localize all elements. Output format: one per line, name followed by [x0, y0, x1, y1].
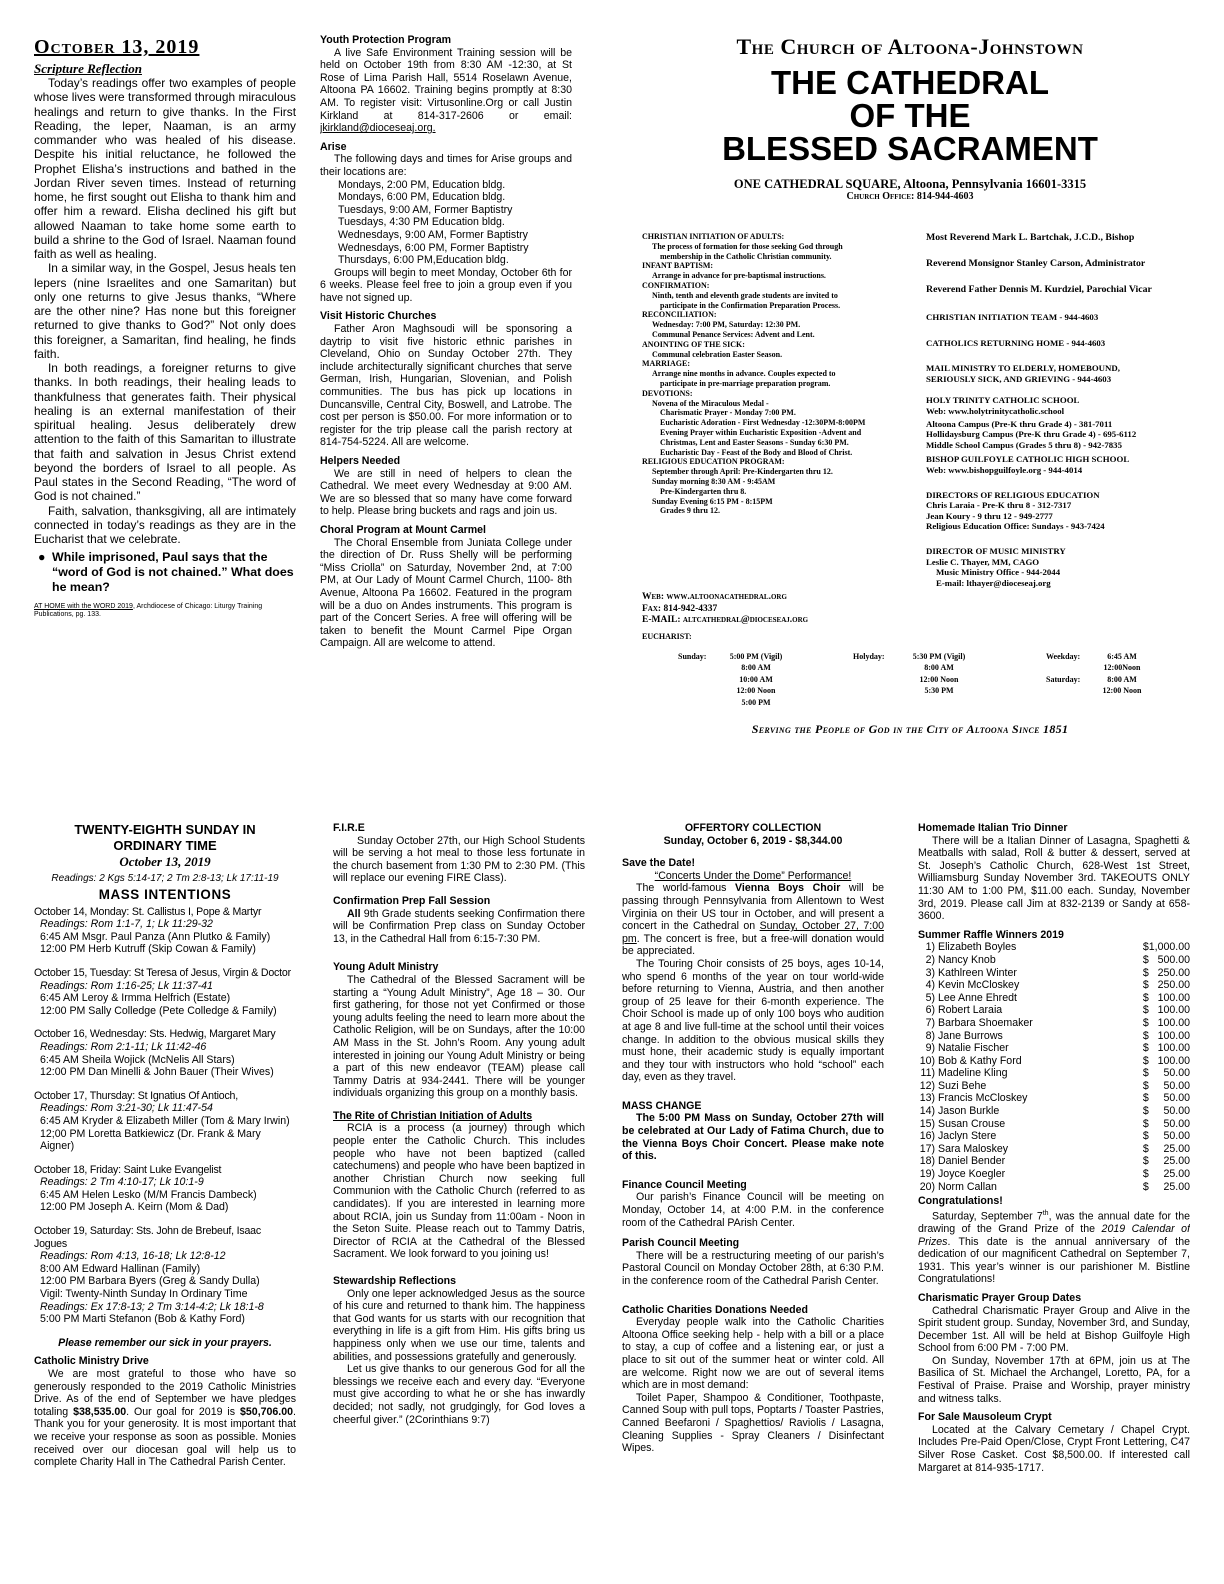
intention-day-heading: October 17, Thursday: St Ignatius Of Antioch,: [34, 1089, 238, 1102]
raffle-row: [918, 979, 1190, 992]
parish-council-title: Parish Council Meeting: [622, 1237, 740, 1250]
raffle-amount: $ 25.00: [1142, 1155, 1190, 1168]
saturday-label: Saturday:: [1046, 675, 1081, 684]
mail-ministry-2: SERIOUSLY SICK, AND GRIEVING - 944-4603: [926, 373, 1112, 384]
sacrament-line: Communal Penance Services: Advent and Lent.: [652, 329, 815, 339]
raffle-row: [918, 1118, 1190, 1131]
weekday-label: Weekday:: [1046, 652, 1081, 661]
crypt-title: For Sale Mausoleum Crypt: [918, 1411, 1052, 1424]
raffle-row: [918, 967, 1190, 980]
helpers-title: Helpers Needed: [320, 455, 401, 467]
middle-school-campus: Middle School Campus (Grades 5 thru 8) - 942-7835: [926, 439, 1122, 450]
sacrament-line: Novena of the Miraculous Medal -: [652, 398, 769, 408]
sacrament-line: Charismatic Prayer - Monday 7:00 PM.: [660, 408, 796, 418]
bishop-guilfoyle: BISHOP GUILFOYLE CATHOLIC HIGH SCHOOL: [926, 454, 1130, 465]
raffle-amount: $ 100.00: [1142, 1029, 1190, 1042]
sacrament-line: Arrange in advance for pre-baptismal instructions.: [652, 271, 826, 281]
raffle-winner: Jaclyn Stere: [938, 1130, 997, 1143]
sacrament-line: CONFIRMATION:: [642, 280, 710, 290]
sacrament-line: RELIGIOUS EDUCATION PROGRAM:: [642, 457, 785, 467]
touring-choir-text: The Touring Choir consists of 25 boys, ages 10-14, who spend 6 months of the year on tour world-wide before returning to Vienna, Austria, and then another group of 25 leave for their 6-month experience. The Choir School is made up of only 100 boys who audition at age 8 and live full-time at the school until their voices change. In addition to the obvious musical skills they must hone, their academic study is equally important and they tour with instructors who hold “school” each day, even as they travel.: [622, 957, 884, 1084]
sacrament-line: Communal celebration Easter Season.: [652, 349, 783, 359]
raffle-row: [918, 1017, 1190, 1030]
raffle-number: 7): [925, 1016, 935, 1029]
offertory-title: OFFERTORY COLLECTION: [684, 822, 822, 834]
clergy-contacts: [926, 232, 1190, 632]
sacrament-line: Ninth, tenth and eleventh grade students are invited to: [652, 290, 838, 300]
raffle-amount: $ 50.00: [1142, 1105, 1190, 1118]
intention-readings: Readings: Ex 17:8-13; 2 Tm 3:14-4:2; Lk 18:1-8: [40, 1300, 264, 1313]
bishop: Most Reverend Mark L. Bartchak, J.C.D., Bishop: [926, 232, 1135, 243]
intention-row: Vigil: Twenty-Ninth Sunday In Ordinary Time: [40, 1288, 248, 1301]
raffle-winner: Kathlreen Winter: [938, 966, 1017, 979]
reflection-paragraph: In both readings, a foreigner returns to give thanks. In both readings, their healing leads to thankfulness that generates faith. Their physical healing is an external manifestation of their spiritual healing. Jesus deliberately drew attention to the faith of this Samaritan to illustrate that faith and salvation in Jesus Christ extend beyond the borders of Israel to all people. As Paul states in the Second Reading, “The word of God is not chained.”: [34, 361, 296, 504]
raffle-row: [918, 1155, 1190, 1168]
raffle-amount: $ 100.00: [1142, 1004, 1190, 1017]
raffle-winner: Natalie Fischer: [938, 1042, 1009, 1055]
sunday-readings: Readings: 2 Kgs 5:14-17; 2 Tm 2:8-13; Lk 17:11-19: [51, 873, 279, 884]
intention-row: 6:45 AM Msgr. Paul Panza (Ann Plutko & Family): [40, 930, 271, 943]
holyday-times: 5:30 PM (Vigil) 8:00 AM 12:00 Noon 5:30 PM: [912, 652, 966, 696]
email-link[interactable]: E-MAIL: altcathedral@dioceseaj.org: [642, 615, 809, 625]
raffle-number: 6): [925, 1004, 935, 1017]
stewardship-title: Stewardship Reflections: [333, 1275, 457, 1287]
stewardship-text-1: Only one leper acknowledged Jesus as the source of his cure and returned to thank him. The happiness that God wants for us starts with our recognition that everything in life is a gift from Him. His gifts bring us happiness only when we use our time, talents and abilities, and possessions gratefully and generously.: [333, 1287, 585, 1363]
young-adult-text: The Cathedral of the Blessed Sacrament will be starting a “Young Adult Ministry”, Age 18 – 30. Our first gathering, for those not yet Confirmed or those young adults feeling the need to learn more about the Catholic Religion, will be on Sundays, after the 10:00 AM Mass in the St. John’s Room. Any young adult interested in joining our Young Adult Ministry or being a part of this new endeavor (TEAM) please call Tammy Datris at 934-2441. There will be younger individuals organizing this group on a monthly basis.: [333, 973, 585, 1100]
raffle-winner: Nancy Knob: [938, 953, 996, 966]
raffle-row: [918, 1105, 1190, 1118]
raffle-row: [918, 1168, 1190, 1181]
director-music: DIRECTOR OF MUSIC MINISTRY: [926, 545, 1066, 556]
raffle-winner: Barbara Shoemaker: [938, 1016, 1033, 1029]
announcements-column-top: [320, 34, 572, 754]
intention-row: 8:00 AM Edward Hallinan (Family): [40, 1262, 201, 1275]
raffle-amount: $1,000.00: [1142, 941, 1190, 954]
raffle-number: 12): [919, 1079, 935, 1092]
bishop-guilfoyle-web[interactable]: Web: www.bishopguilfoyle.org - 944-4014: [926, 464, 1083, 475]
religious-ed-office: Religious Education Office: Sundays - 943-7424: [926, 521, 1105, 532]
sacrament-line: Evening Prayer within Eucharistic Exposition -Advent and: [660, 427, 862, 437]
sacrament-line: RECONCILIATION:: [642, 310, 717, 320]
raffle-row: [918, 941, 1190, 954]
arise-item: Tuesdays, 9:00 AM, Former Baptistry: [338, 203, 513, 216]
raffle-amount: $ 250.00: [1142, 966, 1190, 979]
raffle-number: 15): [919, 1117, 935, 1130]
intention-row: 6:45 AM Kryder & Elizabeth Miller (Tom & Mary Irwin): [40, 1114, 290, 1127]
raffle-amount: $ 25.00: [1142, 1142, 1190, 1155]
save-date-text: The world-famous Vienna Boys Choir will be passing through Pennsylvania from Allentown to West Virginia on their US tour in October, and will present a concert in the Cathedral on Sunday, October 27, 7:00 pm. The concert is free, but a free-will donation would be appreciated.: [622, 882, 884, 958]
charities-items: Toilet Paper, Shampoo & Conditioner, Toothpaste, Canned Soup with pull tops, Poptarts / Toaster Pastries, Canned Beefaroni / Spaghettios/ Raviolis / Lasagna, Cleaning Supplies - Spray Cleaners / Disinfectant Wipes.: [622, 1391, 884, 1455]
catholics-returning-home: CATHOLICS RETURNING HOME - 944-4603: [926, 337, 1106, 348]
holy-trinity-school: HOLY TRINITY CATHOLIC SCHOOL: [926, 395, 1080, 406]
sacrament-line: Eucharistic Adoration - First Wednesday -12:30PM-8:00PM: [660, 418, 866, 428]
arise-item: Thursdays, 6:00 PM,Education bldg.: [338, 254, 509, 267]
arise-end: Groups will begin to meet Monday, October 6th for 6 weeks. Please feel free to join a group even if you have not signed up.: [320, 266, 572, 304]
raffle-row: [918, 1055, 1190, 1068]
raffle-number: 13): [919, 1092, 935, 1105]
intention-row: 6:45 AM Helen Lesko (M/M Francis Dambeck): [40, 1188, 257, 1201]
arise-list: [320, 179, 572, 267]
intention-readings: Readings: Rom 3:21-30; Lk 11:47-54: [40, 1102, 213, 1115]
church-office: Church Office: 814-944-4603: [846, 191, 974, 202]
mass-intentions-list: [34, 906, 296, 1326]
youth-title: Youth Protection Program: [320, 34, 452, 46]
intention-row: 12:00 PM Dan Minelli & John Bauer (Their Wives): [40, 1066, 274, 1079]
charities-text: Everyday people walk into the Catholic Charities Altoona Office seeking help - help with a bill or a place to stay, a cup of coffee and a listening ear, or just a place to sit out of the summer heat or winter cold. All are welcome. Right now we are out of several items which are in most demand:: [622, 1316, 884, 1392]
raffle-row: [918, 1004, 1190, 1017]
sacrament-line: September through April: Pre-Kindergarten thru 12.: [652, 467, 833, 477]
intention-readings: Readings: Rom 1:16-25; Lk 11:37-41: [40, 979, 213, 992]
raffle-amount: $ 50.00: [1142, 1079, 1190, 1092]
leslie-thayer: Leslie C. Thayer, MM, CAGO: [926, 556, 1040, 567]
raffle-amount: $ 500.00: [1142, 953, 1190, 966]
intention-day-heading: October 16, Wednesday: Sts. Hedwig, Margaret Mary: [34, 1028, 276, 1041]
choral-title: Choral Program at Mount Carmel: [320, 523, 486, 536]
sacrament-line: participate in pre-marriage preparation program.: [660, 378, 831, 388]
holyday-label: Holyday:: [853, 652, 885, 661]
raffle-winner: Lee Anne Ehredt: [938, 991, 1017, 1004]
sacrament-line: participate in the Confirmation Preparation Process.: [660, 300, 841, 310]
christian-initiation-team: CHRISTIAN INITIATION TEAM - 944-4603: [926, 312, 1099, 322]
intention-row: 12:00 PM Joseph A. Keirn (Mom & Dad): [40, 1201, 229, 1214]
raffle-winner: Elizabeth Boyles: [938, 941, 1017, 954]
youth-email-link[interactable]: jkirkland@dioceseaj.org.: [320, 122, 436, 135]
confirmation-text: All 9th Grade students seeking Confirmation there will be Confirmation Prep class on Sunday October 13, in the Cathedral Hall from 6:15-7:30 PM.: [333, 907, 585, 945]
fire-text: Sunday October 27th, our High School Students will be serving a hot meal to those less fortunate in the church basement from 1:30 PM to 2:30 PM. (This will replace our evening FIRE Class).: [333, 834, 585, 885]
raffle-winner: Sara Maloskey: [938, 1142, 1009, 1155]
charismatic-text-2: On Sunday, November 17th at 6PM, join us at The Basilica of St. Michael the Archangel, Loretto, PA, for a Festival of Praise. Praise and Worship, prayer ministry and witness talks.: [918, 1354, 1190, 1405]
sacrament-line: The process of formation for those seeking God through: [652, 241, 843, 251]
intention-day: [34, 1090, 296, 1153]
congrats-title: Congratulations!: [918, 1195, 1003, 1208]
raffle-winner: Bob & Kathy Ford: [938, 1054, 1022, 1067]
sacrament-line: Wednesday: 7:00 PM, Saturday: 12:30 PM.: [652, 320, 801, 330]
arise-item: Wednesdays, 9:00 AM, Former Baptistry: [338, 228, 528, 241]
arise-intro: The following days and times for Arise groups and their locations are:: [320, 153, 572, 178]
raffle-amount: $ 25.00: [1142, 1168, 1190, 1181]
raffle-title: Summer Raffle Winners 2019: [918, 928, 1064, 941]
intention-day: [34, 906, 296, 956]
raffle-winner: Norm Callan: [938, 1180, 997, 1193]
intention-readings: Readings: Rom 4:13, 16-18; Lk 12:8-12: [40, 1250, 226, 1263]
sacrament-line: ANOINTING OF THE SICK:: [642, 339, 745, 349]
source-link[interactable]: AT HOME with the WORD 2019: [34, 603, 133, 611]
stewardship-text-2: Let us give thanks to our generous God for all the blessings we receive each and every day. “Everyone must give according to what he or she has inwardly decided; not sadly, not grudgingly, for God loves a cheerful giver.” (2Corinthians 9:7): [333, 1363, 585, 1426]
music-email[interactable]: E-mail: lthayer@dioceseaj.org: [936, 577, 1051, 588]
raffle-winner: Jason Burkle: [938, 1105, 1000, 1118]
diocese-title: The Church of Altoona-Johnstown: [736, 34, 1084, 59]
source-text: , Archdiocese of Chicago: Liturgy Training Publications, pg. 133.: [34, 603, 263, 619]
intention-row: 6:45 AM Sheila Wojick (McNelis All Stars): [40, 1053, 235, 1066]
youth-text: A live Safe Environment Training session will be held on October 19th from 8:30 AM -12:30, at St Rose of Lima Parish Hall, 5514 Roselawn Avenue, Altoona PA 16602. Training begins promptly at 8:30 AM. To register visit: Virtusonline.Org or call Justin Kirkland at 814-317-2606 or email: jkirkland@dioceseaj.org.: [320, 46, 572, 135]
sacrament-line: membership in the Catholic Christian community.: [660, 251, 832, 261]
address: ONE CATHEDRAL SQUARE, Altoona, Pennsylvania 16601-3315: [733, 177, 1087, 191]
sunday-times: 5:00 PM (Vigil) 8:00 AM 10:00 AM 12:00 Noon 5:00 PM: [729, 652, 783, 707]
chris-laraia: Chris Laraia - Pre-K thru 8 - 312-7317: [926, 500, 1072, 511]
cmd-text: We are most grateful to those who have so generously responded to the 2019 Catholic Ministries Drive. As of the end of September we have pledges totaling $38,535.00. Our goal for 2019 is $50,706.00. Thank you for your generosity. It is most important that we receive your response as soon as possible. Monies received over our diocesan goal will help us to complete Charity Hall in The Cathedral Parish Center.: [34, 1368, 296, 1469]
finance-text: Our parish’s Finance Council will be meeting on Monday, October 14, at 4:00 P.M. in the conference room of the Cathedral PArish Center.: [622, 1191, 884, 1229]
eucharist-label: EUCHARIST:: [642, 632, 692, 641]
sacraments-list: [642, 232, 912, 516]
raffle-number: 5): [925, 991, 935, 1004]
cathedral-name-line2: OF THE: [849, 97, 971, 134]
choral-text: The Choral Ensemble from Juniata College under the direction of Dr. Russ Shelly will be performing “Miss Criolla” on Saturday, November 2nd, at 7:00 PM, at Our Lady of Mount Carmel Church, 1100- 8th Avenue, Altoona Pa 16602. Featured in the program will be a duo on Andes instruments. This program is part of the Concert Series. A free will offering will be taken to benefit the Mount Carmel Pipe Organ Campaign. All are welcome to attend.: [320, 536, 572, 650]
raffle-winner: Jane Burrows: [938, 1029, 1003, 1042]
young-adult-title: Young Adult Ministry: [333, 961, 439, 974]
save-date-title: Save the Date!: [622, 857, 696, 870]
visit-text: Father Aron Maghsoudi will be sponsoring a daytrip to visit five historic ethnic parishes in Cleveland, Ohio on Sunday October 27th. They include architecturally significant churches that serve German, Irish, Hungarian, Slovenian, and Polish communities. The bus has pick up locations in Duncansville, Central City, Boswell, and Latrobe. The cost per person is $50.00. For more information or to register for the trip please call the parish rectory at 814-754-5224. All are welcome.: [320, 323, 572, 449]
mass-change-text: The 5:00 PM Mass on Sunday, October 27th will be celebrated at Our Lady of Fatima Church, due to the Vienna Boys Choir Concert. Please make note of this.: [622, 1112, 884, 1163]
intention-row: 12:00 PM Sally Colledge (Pete Colledge & Family): [40, 1004, 277, 1017]
music-office: Music Ministry Office - 944-2044: [936, 567, 1061, 578]
altoona-campus: Altoona Campus (Pre-K thru Grade 4) - 381-7011: [926, 418, 1113, 429]
intention-day: [34, 1028, 296, 1078]
sunday-date: October 13, 2019: [119, 854, 211, 869]
raffle-row: [918, 992, 1190, 1005]
sacrament-line: CHRISTIAN INITIATION OF ADULTS:: [642, 232, 785, 241]
intention-day-heading: October 19, Saturday: Sts. John de Brebeuf, Isaac Jogues: [34, 1225, 261, 1250]
intention-day: [34, 1164, 296, 1214]
intention-day-heading: October 15, Tuesday: St Teresa of Jesus, Virgin & Doctor: [34, 966, 291, 979]
ministries-column: [333, 822, 585, 1562]
sacraments-info: [642, 232, 912, 577]
arise-item: Mondays, 2:00 PM, Education bldg.: [338, 178, 506, 191]
events-column: [622, 822, 884, 1562]
charismatic-text-1: Cathedral Charismatic Prayer Group and Alive in the Spirit student group. Sunday, November 3rd, and Sunday, December 1st. All will be held at Bishop Guilfoyle High School from 6:00 PM - 7:00 PM.: [918, 1304, 1190, 1355]
remember-sick: Please remember our sick in your prayers.: [58, 1336, 272, 1349]
raffle-number: 9): [925, 1042, 935, 1055]
save-date-subtitle: “Concerts Under the Dome” Performance!: [654, 869, 852, 882]
sacrament-line: Pre-Kindergarten thru 8.: [660, 486, 747, 496]
sacrament-line: MARRIAGE:: [642, 359, 690, 369]
crypt-text: Located at the Calvary Cemetary / Chapel Crypt. Includes Pre-Paid Open/Close, Crypt Front Lettering, C47 Silver Rose Casket. Cost $8,500.00. If interested call Margaret at 814-935-1717.: [918, 1423, 1190, 1474]
charities-title: Catholic Charities Donations Needed: [622, 1303, 809, 1316]
intention-readings: Readings: Rom 2:1-11; Lk 11:42-46: [40, 1040, 207, 1053]
raffle-winner: Francis McCloskey: [938, 1092, 1028, 1105]
sunday-label: Sunday:: [678, 652, 707, 661]
raffle-row: [918, 1067, 1190, 1080]
raffle-number: 16): [919, 1130, 935, 1143]
raffle-table: [918, 941, 1190, 1193]
raffle-winner: Daniel Bender: [938, 1155, 1006, 1168]
raffle-row: [918, 1080, 1190, 1093]
raffle-amount: $ 100.00: [1142, 1042, 1190, 1055]
raffle-row: [918, 1143, 1190, 1156]
congrats-text: Saturday, September 7th, was the annual date for the drawing of the Grand Prize of the 2019 Calendar of Prizes. This date is the annual anniversary of the dedication of our magnificent Cathedral on September 7, 1931. This year’s winner is our parishioner M. Bistline Congratulations!: [918, 1209, 1190, 1286]
rcia-title: The Rite of Christian Initiation of Adults: [333, 1109, 533, 1122]
intention-row: 6:45 AM Leroy & Irmma Helfrich (Estate): [40, 992, 231, 1005]
raffle-number: 18): [919, 1155, 935, 1168]
parochial-vicar: Reverend Father Dennis M. Kurdziel, Parochial Vicar: [926, 284, 1152, 295]
sacrament-line: Sunday Evening 6:15 PM - 8:15PM: [652, 496, 773, 506]
source-citation: [34, 603, 296, 619]
sacrament-line: Sunday morning 8:30 AM - 9:45AM: [652, 476, 776, 486]
mass-change-title: MASS CHANGE: [622, 1099, 702, 1112]
charismatic-title: Charismatic Prayer Group Dates: [918, 1291, 1082, 1304]
raffle-winner: Suzi Behe: [938, 1079, 987, 1092]
raffle-column: [918, 822, 1190, 1562]
intention-row: 5:00 PM Marti Stefanon (Bob & Kathy Ford): [40, 1313, 245, 1326]
reflection-body: [34, 76, 296, 546]
reflection-paragraph: In a similar way, in the Gospel, Jesus heals ten lepers (nine Israelites and one Samaritan) but only one returns to give Jesus thanks, “Where are the other nine? Has none but this foreigner returned to give thanks to God?” Not only does this foreigner, a Samaritan, find healing, he finds faith.: [34, 261, 296, 361]
raffle-row: [918, 1042, 1190, 1055]
sunday-title: TWENTY-EIGHTH SUNDAY IN ORDINARY TIME: [74, 822, 256, 853]
directors-religious-ed: DIRECTORS OF RELIGIOUS EDUCATION: [926, 489, 1100, 500]
reflection-question: [34, 550, 296, 595]
mass-intentions-column: [34, 822, 296, 1562]
website-link[interactable]: Web: www.altoonacathedral.org: [642, 592, 787, 602]
intention-day-heading: October 14, Monday: St. Callistus I, Pope & Martyr: [34, 905, 262, 918]
intention-day: [34, 1225, 296, 1326]
raffle-number: 19): [919, 1168, 935, 1181]
raffle-amount: $ 50.00: [1142, 1092, 1190, 1105]
raffle-amount: $ 50.00: [1142, 1130, 1190, 1143]
fire-title: F.I.R.E: [333, 822, 365, 834]
raffle-winner: Susan Crouse: [938, 1117, 1006, 1130]
raffle-number: 4): [925, 979, 935, 992]
arise-item: Tuesdays, 4:30 PM Education bldg.: [338, 216, 505, 229]
italian-dinner-title: Homemade Italian Trio Dinner: [918, 822, 1068, 834]
raffle-winner: Robert Laraia: [938, 1004, 1003, 1017]
jean-koury: Jean Koury - 9 thru 12 - 949-2777: [926, 510, 1053, 521]
raffle-row: [918, 954, 1190, 967]
rcia-text: RCIA is a process (a journey) through which people enter the Catholic Church. This includes people who have not been baptized (called catechumens) and people who have been baptized in another Christian Church now seeking full Communion with the Catholic Church (referred to as candidates). If you are interested in learning more about RCIA, join us Sunday from 11:00am - Noon in the Seton Suite. Please reach out to Tammy Datris, Director of RCIA at the Cathedral of the Blessed Sacrament. We look forward to you joining us!: [333, 1122, 585, 1261]
raffle-number: 10): [919, 1054, 935, 1067]
offertory-amount: Sunday, October 6, 2019 - $8,344.00: [663, 834, 843, 847]
helpers-text: We are still in need of helpers to clean the Cathedral. We meet every Wednesday at 9:00 AM. We are so blessed that so many have come forward to help. Please bring buckets and rags and join us.: [320, 467, 572, 518]
raffle-winner: Madeline Kling: [938, 1067, 1008, 1080]
arise-item: Wednesdays, 6:00 PM, Former Baptistry: [338, 241, 529, 254]
raffle-amount: $ 50.00: [1142, 1067, 1190, 1080]
raffle-row: [918, 1181, 1190, 1194]
scripture-column: [34, 36, 296, 756]
question-text: While imprisoned, Paul says that the “word of God is not chained.” What does he mean?: [52, 550, 294, 595]
reflection-paragraph: Today’s readings offer two examples of people whose lives were transformed through miraculous healings and return to give thanks. In the First Reading, the leper, Naaman, is an army commander who was healed of his disease. Despite his initial reluctance, he followed the Prophet Elisha’s instructions and bathed in the Jordan River seven times. Instead of returning home, he first sought out Elisha to thank him and offer him a reward. Elisha declined his gift but allowed Naaman to take home some earth to build a shrine to the God of Israel. Naaman found faith as well as healing.: [34, 76, 296, 261]
reflection-title: Scripture Reflection: [34, 61, 142, 76]
eucharist-schedule: [642, 632, 1190, 712]
intention-readings: Readings: Rom 1:1-7, 1; Lk 11:29-32: [40, 918, 213, 931]
finance-title: Finance Council Meeting: [622, 1178, 747, 1191]
bullet-icon: ●: [38, 550, 46, 565]
administrator: Reverend Monsignor Stanley Carson, Administrator: [926, 258, 1146, 269]
raffle-winner: Joyce Koegler: [938, 1168, 1006, 1181]
serving-tagline: Serving the People of God in the City of Altoona Since 1851: [751, 722, 1069, 736]
intention-day-heading: October 18, Friday: Saint Luke Evangelist: [34, 1163, 222, 1176]
raffle-amount: $ 50.00: [1142, 1117, 1190, 1130]
saturday-times: 8:00 AM 12:00 Noon: [1102, 675, 1142, 696]
sacrament-line: Christmas, Lent and Easter Seasons - Sunday 6:30 PM.: [660, 437, 849, 447]
fax: Fax: 814-942-4337: [642, 603, 718, 614]
raffle-number: 20): [919, 1180, 935, 1193]
italian-dinner-text: There will be a Italian Dinner of Lasagna, Spaghetti & Meatballs with salad, Roll & butter & dessert, served at St. Joseph’s Catholic Church, 628-West 1st Street, Williamsburg Sunday November 3rd. TAKEOUTS ONLY 11:30 AM to 1:00 PM, $11.00 each. Sunday, November 3rd, 2019. Please call Jim at 832-2139 or Sandy at 658-3600.: [918, 834, 1190, 923]
raffle-amount: $ 100.00: [1142, 1054, 1190, 1067]
raffle-number: 2): [925, 953, 935, 966]
raffle-number: 11): [920, 1067, 935, 1080]
raffle-winner: Kevin McCloskey: [938, 979, 1020, 992]
raffle-number: 14): [919, 1105, 935, 1118]
raffle-number: 1): [925, 941, 935, 954]
raffle-row: [918, 1030, 1190, 1043]
cathedral-name-line3: BLESSED SACRAMENT: [722, 130, 1098, 167]
sacrament-line: Grades 9 thru 12.: [660, 506, 720, 516]
sacrament-line: DEVOTIONS:: [642, 388, 693, 398]
weekday-times: 6:45 AM 12:00Noon: [1103, 652, 1141, 673]
raffle-row: [918, 1092, 1190, 1105]
cathedral-header: [630, 34, 1190, 214]
raffle-amount: $ 100.00: [1142, 991, 1190, 1004]
sacrament-line: Eucharistic Day - Feast of the Body and Blood of Christ.: [660, 447, 853, 457]
intention-readings: Readings: 2 Tm 4:10-17; Lk 10:1-9: [40, 1176, 204, 1189]
sacrament-line: INFANT BAPTISM:: [642, 261, 714, 271]
visit-title: Visit Historic Churches: [320, 310, 437, 323]
web-contact: [642, 592, 912, 632]
confirmation-title: Confirmation Prep Fall Session: [333, 894, 491, 907]
intention-row: 12:00 PM Herb Kutruff (Skip Cowan & Family): [40, 943, 256, 956]
sacrament-line: Arrange nine months in advance. Couples expected to: [652, 369, 836, 379]
raffle-amount: $ 100.00: [1142, 1016, 1190, 1029]
bulletin-date: October 13, 2019: [34, 36, 200, 58]
hollidaysburg-campus: Hollidaysburg Campus (Pre-K thru Grade 4) - 695-6112: [926, 429, 1137, 440]
reflection-paragraph: Faith, salvation, thanksgiving, all are intimately connected in today’s readings as they are in the Eucharist that we celebrate.: [34, 503, 296, 546]
cathedral-name-line1: THE CATHEDRAL: [770, 64, 1050, 101]
intention-row: 12:00 PM Barbara Byers (Greg & Sandy Dulla): [40, 1275, 260, 1288]
cmd-title: Catholic Ministry Drive: [34, 1355, 149, 1368]
holy-trinity-web[interactable]: Web: www.holytrinitycatholic.school: [926, 405, 1065, 416]
intention-row: 12;00 PM Loretta Batkiewicz (Dr. Frank & Mary Aigner): [40, 1127, 261, 1153]
mail-ministry: MAIL MINISTRY TO ELDERLY, HOMEBOUND,: [926, 363, 1120, 374]
intention-day: [34, 967, 296, 1017]
raffle-number: 17): [919, 1142, 935, 1155]
parish-council-text: There will be a restructuring meeting of our parish’s Pastoral Council on Monday October 28th, at 6:30 P.M. in the conference room of the Cathedral Parish Center.: [622, 1249, 884, 1287]
raffle-amount: $ 250.00: [1142, 979, 1190, 992]
raffle-row: [918, 1130, 1190, 1143]
arise-title: Arise: [320, 140, 347, 153]
raffle-number: 3): [925, 966, 935, 979]
raffle-amount: $ 25.00: [1142, 1180, 1190, 1193]
arise-item: Mondays, 6:00 PM, Education bldg.: [338, 191, 506, 204]
mass-intentions-title: MASS INTENTIONS: [98, 887, 232, 902]
raffle-number: 8): [925, 1029, 935, 1042]
